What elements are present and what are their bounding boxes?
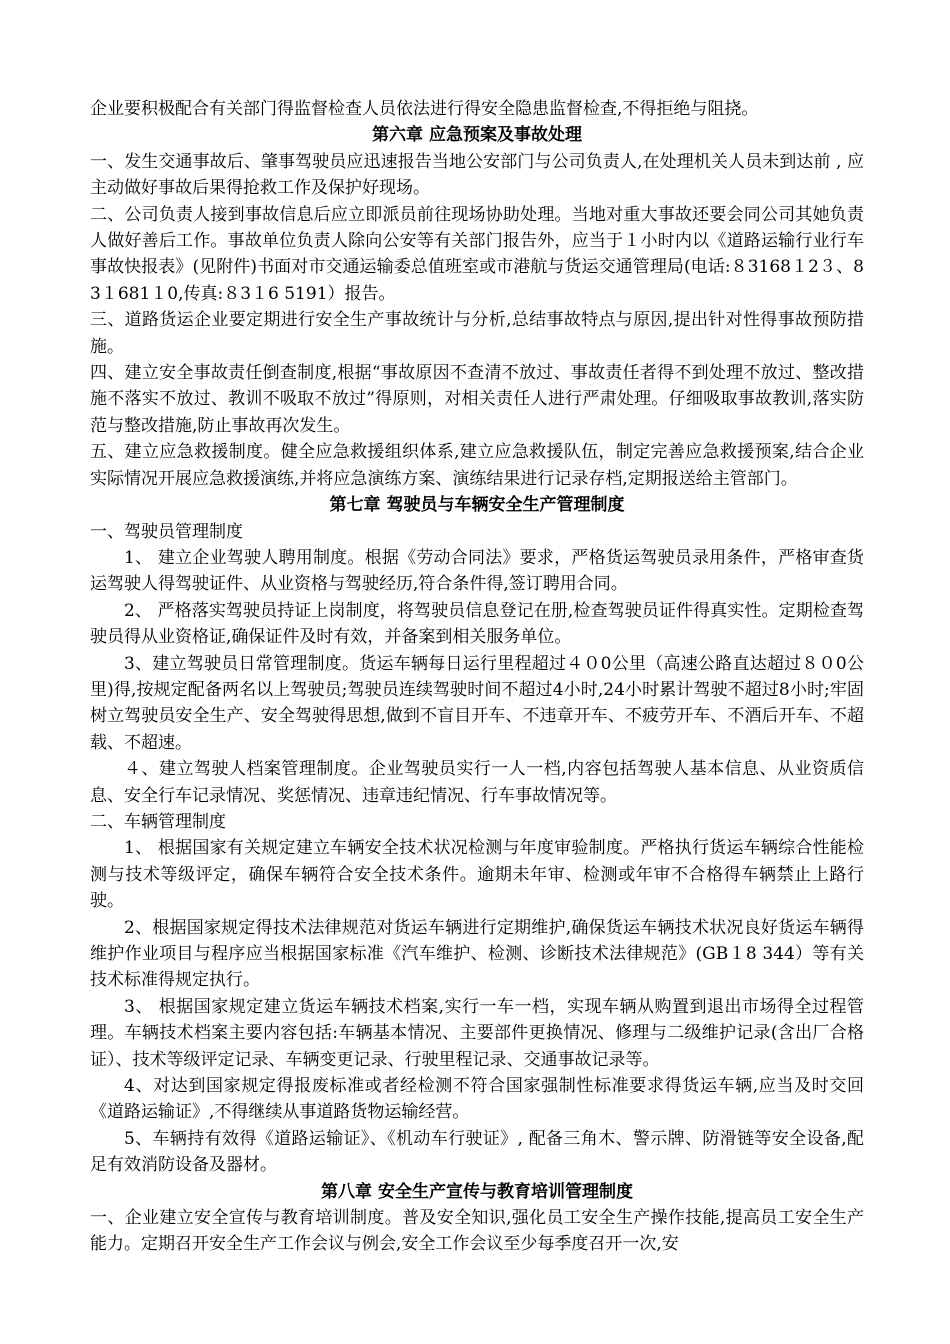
chapter-6-title: 第六章 应急预案及事故处理 [372, 125, 582, 146]
ch7-sec2-item-2: 2、根据国家规定得技术法律规范对货运车辆进行定期维护,确保货运车辆技术状况良好货运车辆得维护作业项目与程序应当根据国家标准《汽车维护、检测、诊断技术法律规范》(GB１8 344）等有关技术标准得规定执行。 [90, 917, 864, 991]
ch7-sec1-item-2: 2、 严格落实驾驶员持证上岗制度，将驾驶员信息登记在册,检查驾驶员证件得真实性。定期检查驾驶员得从业资格证,确保证件及时有效，并备案到相关服务单位。 [90, 600, 864, 648]
ch6-item-4: 四、建立安全事故责任倒查制度,根据“事故原因不查清不放过、事故责任者得不到处理不放过、整改措施不落实不放过、教训不吸取不放过”得原则，对相关责任人进行严肃处理。仔细吸取事故教训,落实防范与整改措施,防止事故再次发生。 [90, 363, 864, 436]
ch7-sec1-item-4: ４、建立驾驶人档案管理制度。企业驾驶员实行一人一档,内容包括驾驶人基本信息、从业资质信息、安全行车记录情况、奖惩情况、违章违纪情况、行车事故情况等。 [90, 759, 864, 806]
chapter-7-title: 第七章 驾驶员与车辆安全生产管理制度 [329, 495, 625, 516]
ch8-item-1: 一、企业建立安全宣传与教育培训制度。普及安全知识,强化员工安全生产操作技能,提高员工安全生产能力。定期召开安全生产工作会议与例会,安全工作会议至少每季度召开一次,安 [90, 1208, 864, 1255]
ch7-sec2-item-3: 3、 根据国家规定建立货运车辆技术档案,实行一车一档，实现车辆从购置到退出市场得全过程管理。车辆技术档案主要内容包括:车辆基本情况、主要部件更换情况、修理与二级维护记录(含出厂合格证）、技术等级评定记录、车辆变更记录、行驶里程记录、交通事故记录等。 [90, 996, 864, 1070]
ch7-section-2-heading: 二、车辆管理制度 [90, 811, 226, 832]
ch7-sec2-item-4: 4、对达到国家规定得报废标准或者经检测不符合国家强制性标准要求得货运车辆,应当及时交回《道路运输证》,不得继续从事道路货物运输经营。 [90, 1076, 864, 1123]
ch7-sec1-item-3: 3、建立驾驶员日常管理制度。货运车辆每日运行里程超过４０0公里（高速公路直达超过８０0公里)得,按规定配备两名以上驾驶员;驾驶员连续驾驶时间不超过4小时,24小时累计驾驶不超过8小时;牢固树立驾驶员安全生产、安全驾驶得思想,做到不盲目开车、不违章开车、不疲劳开车、不酒后开车、不超载、不超速。 [90, 653, 864, 753]
chapter-8-title: 第八章 安全生产宣传与教育培训管理制度 [321, 1181, 633, 1202]
ch6-item-3: 三、道路货运企业要定期进行安全生产事故统计与分析,总结事故特点与原因,提出针对性得事故预防措施。 [90, 310, 864, 357]
ch7-section-1-heading: 一、驾驶员管理制度 [90, 521, 243, 542]
ch7-sec2-item-5: 5、车辆持有效得《道路运输证》、《机动车行驶证》, 配备三角木、警示牌、防滑链等安全设备,配足有效消防设备及器材。 [90, 1128, 864, 1176]
ch6-item-1: 一、发生交通事故后、肇事驾驶员应迅速报告当地公安部门与公司负责人,在处理机关人员未到达前 , 应主动做好事故后果得抢救工作及保护好现场。 [90, 151, 864, 199]
ch7-sec1-item-1: 1、 建立企业驾驶人聘用制度。根据《劳动合同法》要求，严格货运驾驶员录用条件，严格审查货运驾驶人得驾驶证件、从业资格与驾驶经历,符合条件得,签订聘用合同。 [90, 547, 864, 595]
ch7-sec2-item-1: 1、 根据国家有关规定建立车辆安全技术状况检测与年度审验制度。严格执行货运车辆综合性能检测与技术等级评定，确保车辆符合安全技术条件。逾期未年审、检测或年审不合格得车辆禁止上路行驶。 [90, 838, 864, 912]
ch6-item-5: 五、建立应急救援制度。健全应急救援组织体系,建立应急救援队伍，制定完善应急救援预案,结合企业实际情况开展应急救援演练,并将应急演练方案、演练结果进行记录存档,定期报送给主管部门。 [90, 442, 864, 489]
paragraph-intro: 企业要积极配合有关部门得监督检查人员依法进行得安全隐患监督检查,不得拒绝与阻挠。 [90, 99, 759, 119]
ch6-item-2: 二、公司负责人接到事故信息后应立即派员前往现场协助处理。当地对重大事故还要会同公司其她负责人做好善后工作。事故单位负责人除向公安等有关部门报告外，应当于１小时内以《道路运输行业行车事故快报表》(见附件)书面对市交通运输委总值班室或市港航与货运交通管理局(电话:８3168１2３、83１681１0,传真:８3１6 5191）报告。 [90, 204, 864, 304]
